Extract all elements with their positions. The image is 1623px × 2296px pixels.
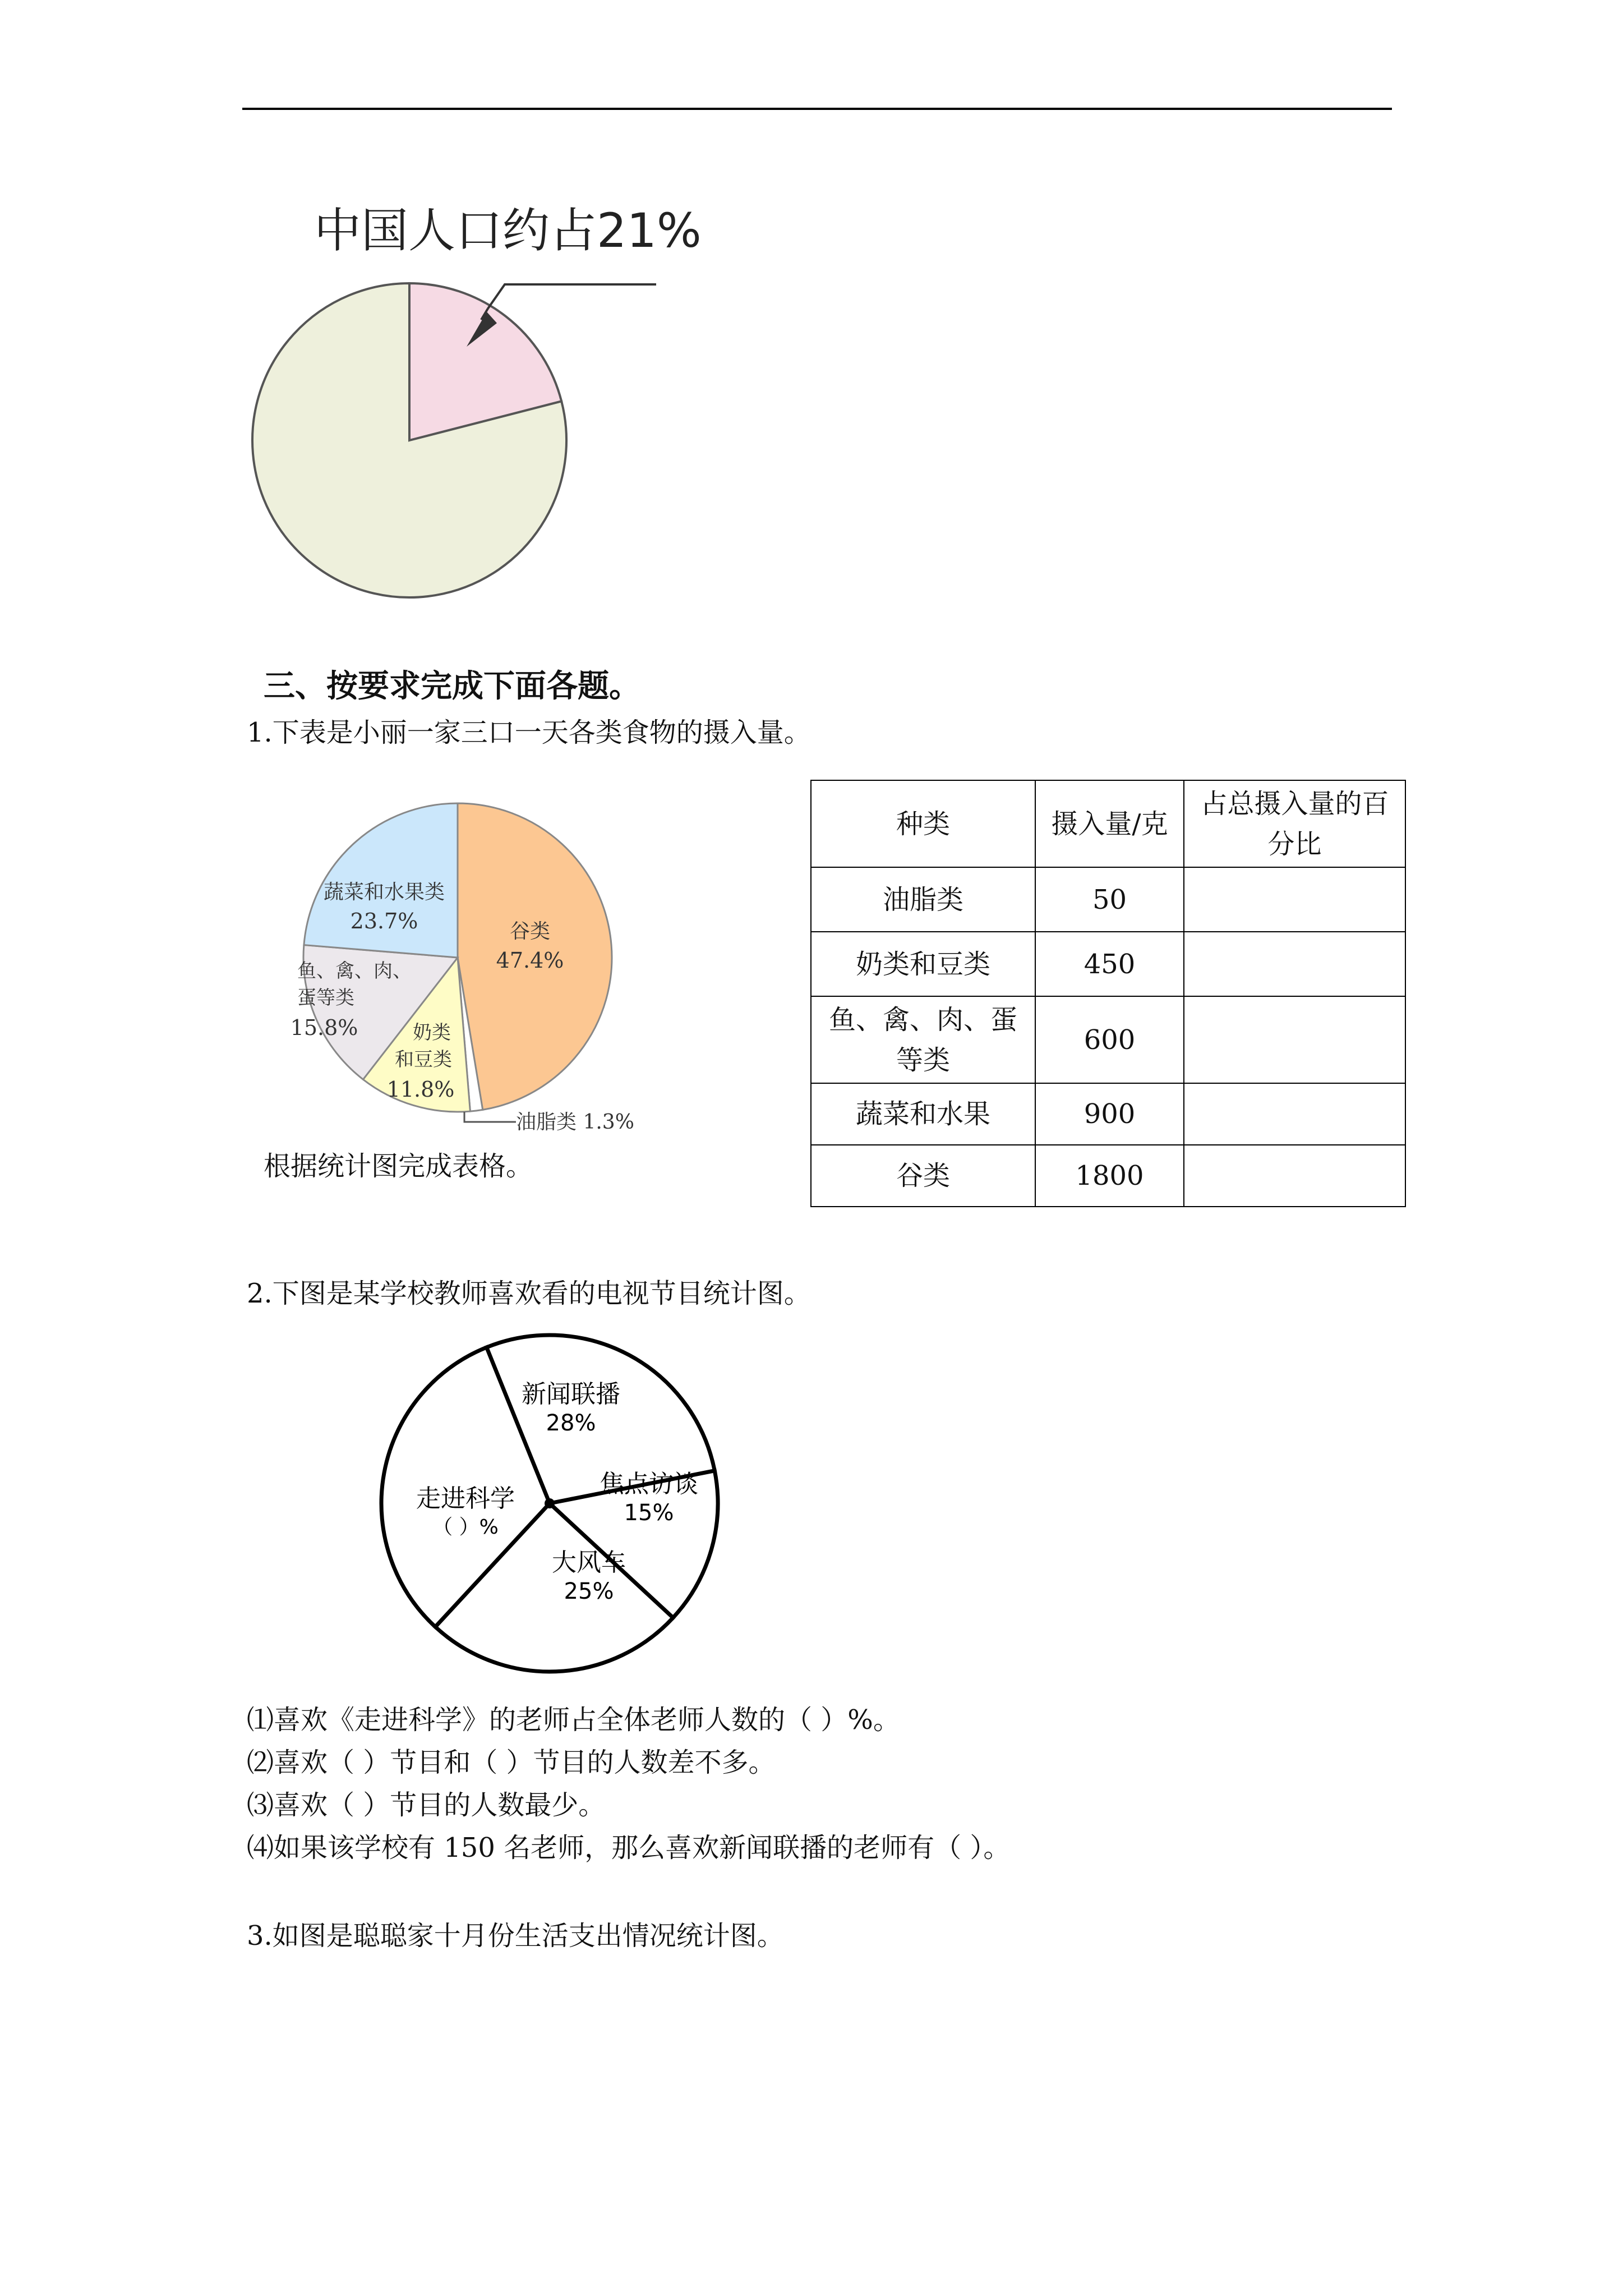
pie2-label-veg: 蔬菜和水果类 — [323, 881, 445, 904]
pie2-value-milk: 11.8% — [386, 1077, 455, 1102]
pie1-annotation-leader — [488, 284, 656, 309]
section-title: 三、按要求完成下面各题。 — [264, 668, 640, 705]
pie2-label-milk-2: 和豆类 — [395, 1048, 452, 1071]
table-cell-percent[interactable] — [1184, 1083, 1405, 1145]
china-population-pie-chart — [224, 191, 729, 617]
table-header-category: 种类 — [811, 780, 1035, 867]
pie3-label-windmill: 大风车 — [552, 1548, 626, 1577]
table-cell-amount: 50 — [1035, 867, 1184, 932]
table-row — [811, 932, 1405, 996]
table-cell-percent[interactable] — [1184, 867, 1405, 932]
q2-subquestion-1: ⑴喜欢《走进科学》的老师占全体老师人数的（ ）%。 — [247, 1704, 900, 1736]
pie2-label-grain: 谷类 — [509, 920, 551, 943]
table-cell-percent[interactable] — [1184, 932, 1405, 996]
table-cell-amount: 1800 — [1035, 1145, 1184, 1207]
pie1-annotation: 中国人口约占21% — [314, 203, 702, 258]
pie3-label-science: 走进科学 — [416, 1484, 515, 1513]
pie3-value-windmill: 25% — [564, 1579, 614, 1604]
pie3-center-dot — [545, 1498, 555, 1508]
q2-subquestion-3: ⑶喜欢（ ）节目的人数最少。 — [247, 1789, 606, 1821]
table-header-amount: 摄入量/克 — [1035, 780, 1184, 867]
pie2-value-veg: 23.7% — [350, 909, 418, 933]
pie2-label-meat-2: 蛋等类 — [297, 987, 354, 1009]
table-header-row — [811, 780, 1405, 867]
table-row — [811, 1145, 1405, 1207]
table-cell-category: 油脂类 — [811, 867, 1035, 932]
pie2-oil-leader — [464, 1112, 516, 1122]
pie3-value-focus: 15% — [624, 1500, 674, 1526]
pie2-value-meat: 15.8% — [290, 1015, 358, 1040]
table-cell-category: 鱼、禽、肉、蛋等类 — [811, 996, 1035, 1083]
table-cell-category: 奶类和豆类 — [811, 932, 1035, 996]
food-intake-pie-chart — [286, 797, 651, 1144]
table-row — [811, 1083, 1405, 1145]
header-rule — [242, 108, 1392, 110]
q2-subquestion-4: ⑷如果该学校有 150 名老师，那么喜欢新闻联播的老师有（ ）。 — [247, 1832, 1011, 1864]
table-header-percent: 占总摄入量的百分比 — [1184, 780, 1405, 867]
q3-prompt: 3.如图是聪聪家十月份生活支出情况统计图。 — [247, 1920, 784, 1952]
table-row — [811, 867, 1405, 932]
table-cell-category: 谷类 — [811, 1145, 1035, 1207]
pie1-slices — [252, 283, 566, 597]
q2-prompt: 2.下图是某学校教师喜欢看的电视节目统计图。 — [247, 1278, 811, 1309]
pie3-label-focus: 焦点访谈 — [600, 1470, 698, 1498]
pie2-value-grain: 47.4% — [496, 948, 564, 973]
pie3-value-science: （ ）% — [432, 1516, 499, 1539]
table-cell-percent[interactable] — [1184, 996, 1405, 1083]
pie2-slices — [303, 803, 612, 1112]
table-cell-percent[interactable] — [1184, 1145, 1405, 1207]
table-cell-amount: 900 — [1035, 1083, 1184, 1145]
food-intake-table — [810, 780, 1406, 1207]
tv-programs-pie-chart — [376, 1329, 735, 1677]
pie3-value-news: 28% — [546, 1410, 596, 1436]
q2-subquestion-2: ⑵喜欢（ ）节目和（ ）节目的人数差不多。 — [247, 1747, 776, 1778]
pie2-label-oil: 油脂类 1.3% — [516, 1111, 634, 1134]
table-cell-amount: 600 — [1035, 996, 1184, 1083]
q1-instruction: 根据统计图完成表格。 — [264, 1151, 533, 1182]
pie2-label-milk-1: 奶类 — [413, 1022, 451, 1044]
table-cell-category: 蔬菜和水果 — [811, 1083, 1035, 1145]
q1-prompt: 1.下表是小丽一家三口一天各类食物的摄入量。 — [247, 717, 811, 748]
table-cell-amount: 450 — [1035, 932, 1184, 996]
table-row — [811, 996, 1405, 1083]
pie2-label-meat-1: 鱼、禽、肉、 — [297, 960, 412, 982]
pie3-label-news: 新闻联播 — [522, 1380, 620, 1409]
